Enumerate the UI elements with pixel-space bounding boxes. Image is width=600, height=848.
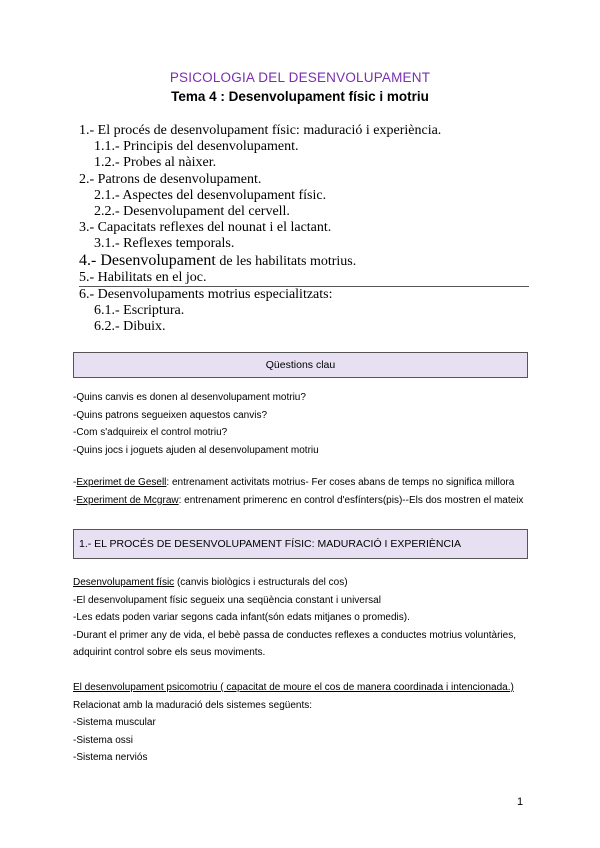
paragraph-heading: El desenvolupament psicomotriu ( capacitat de moure el cos de manera coordinada i intencionada.) xyxy=(73,682,514,693)
text-line: -Sistema muscular xyxy=(73,717,156,729)
toc-item: 1.- El procés de desenvolupament físic: maduració i experiència. xyxy=(79,123,442,138)
experiment-text: : entrenament primerenc en control d'esfínters(pis)--Els dos mostren el mateix xyxy=(178,494,524,506)
toc-item: 6.2.- Dibuix. xyxy=(94,319,166,335)
toc-item: 2.- Patrons de desenvolupament. xyxy=(79,171,262,187)
toc-item: 1.1.- Principis del desenvolupament. xyxy=(94,139,299,155)
paragraph-heading xyxy=(73,574,543,592)
text-line: -El desenvolupament físic segueix una seqüència constant i universal xyxy=(73,594,381,606)
toc-item: 3.1.- Reflexes temporals. xyxy=(94,236,235,252)
key-questions-header: Qüestions clau xyxy=(73,352,528,378)
physical-development-paragraph xyxy=(73,574,543,662)
heading-term: Desenvolupament físic xyxy=(73,577,175,588)
list-item: -Quins patrons segueixen aquestos canvis? xyxy=(73,409,268,421)
document-title: PSICOLOGIA DEL DESENVOLUPAMENT xyxy=(169,70,431,85)
page-number: 1 xyxy=(517,796,524,808)
experiment-text: : entrenament activitats motrius- Fer coses abans de temps no significa millora xyxy=(166,477,515,488)
list-prefix: - xyxy=(73,477,77,488)
key-questions-list xyxy=(73,389,543,459)
experiment-name: Experimet de Gesell xyxy=(76,477,167,488)
text-line: Relacionat amb la maduració dels sistemes següents: xyxy=(73,699,313,711)
toc-item: 6.1.- Escriptura. xyxy=(94,303,185,319)
table-of-contents xyxy=(79,123,529,336)
text-line: -Durant el primer any de vida, el bebè passa de conductes reflexes a conductes motrius voluntàries, xyxy=(73,629,517,641)
text-line: -Sistema nerviós xyxy=(73,752,148,764)
section-header: 1.- EL PROCÉS DE DESENVOLUPAMENT FÍSIC: MADURACIÓ I EXPERIÈNCIA xyxy=(73,529,528,559)
text-line: -Les edats poden variar segons cada infant(són edats mitjanes o promedis). xyxy=(73,612,410,624)
heading-rest: (canvis biològics i estructurals del cos) xyxy=(174,577,348,588)
psychomotor-paragraph xyxy=(73,679,543,767)
list-item: -Com s'adquireix el control motriu? xyxy=(73,427,228,439)
list-item: -Quins canvis es donen al desenvolupament motriu? xyxy=(73,392,306,403)
toc-item: 3.- Capacitats reflexes del nounat i el lactant. xyxy=(79,220,332,236)
text-line: adquirint control sobre els seus moviments. xyxy=(73,647,266,659)
document-subtitle: Tema 4 : Desenvolupament físic i motriu xyxy=(171,89,429,104)
toc-item: 6.- Desenvolupaments motrius especialitzats: xyxy=(79,287,333,303)
experiments-list xyxy=(73,474,543,509)
toc-item-rest: de les habilitats motrius. xyxy=(215,253,357,269)
toc-item: 1.2.- Probes al nàixer. xyxy=(94,155,217,171)
experiment-name: Experiment de Mcgraw xyxy=(76,494,179,506)
list-item xyxy=(73,492,543,510)
text-line: -Sistema ossi xyxy=(73,734,134,746)
list-item: -Quins jocs i joguets ajuden al desenvolupament motriu xyxy=(73,444,319,456)
list-item xyxy=(73,474,543,492)
toc-item-emphasis: 4.- Desenvolupament xyxy=(79,251,216,269)
toc-item: 2.1.- Aspectes del desenvolupament físic. xyxy=(94,187,327,203)
toc-item xyxy=(79,253,529,270)
toc-item: 2.2.- Desenvolupament del cervell. xyxy=(94,204,290,220)
list-prefix: - xyxy=(73,494,77,506)
toc-item: 5.- Habilitats en el joc. xyxy=(79,270,529,287)
